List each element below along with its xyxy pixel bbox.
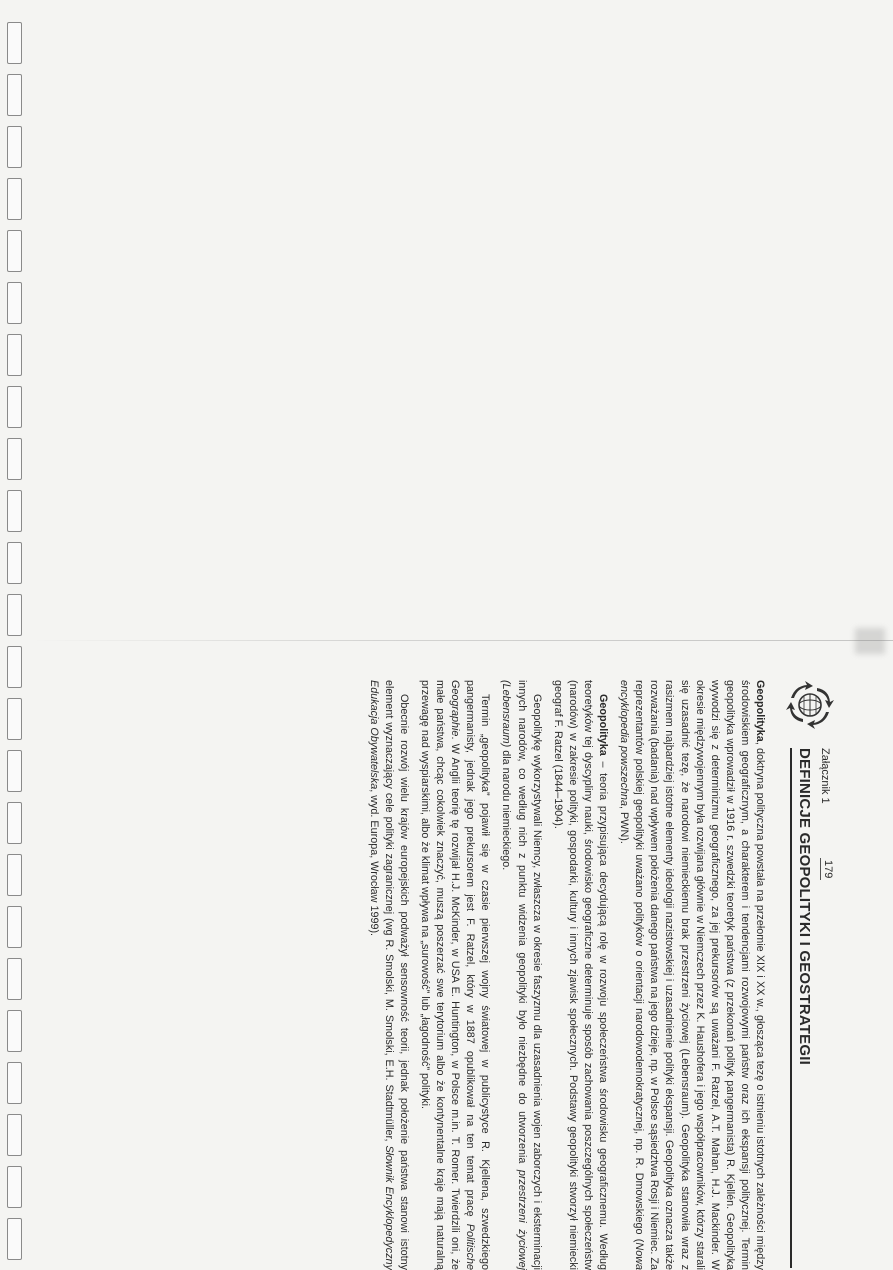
paragraph-2-text: – teoria przypisująca decydującą rolę w rozwoju społeczeństwa środowisku geograficznemu. Według teoretyków tej dyscypliny nauki, środowisko geograficzne determinuje sposób zachowania poszczególnych społeczeństw (narodów) w zakresie polityki, gospodarki, kultury i innych zjawisk społecznych. Podstawy geopolityki stworzył niemiecki geograf F. Ratzel (1844–1904). — [551, 680, 610, 1270]
binder-hole — [7, 698, 22, 740]
binder-hole — [7, 542, 22, 584]
binder-hole — [7, 22, 22, 64]
binder-hole — [7, 802, 22, 844]
document-body — [360, 680, 767, 1270]
binder-hole — [7, 282, 22, 324]
binder-holes-strip — [0, 0, 30, 1264]
binder-hole — [7, 178, 22, 220]
paragraph-3 — [498, 680, 543, 1270]
paragraph-4-tail: . W Anglii teorię tę rozwijał H.J. McKinder, w USA E. Huntington, w Polsce m.in. T. Romer. Twierdzili oni, że małe państwa, chcąc cokolwiek znaczyć, muszą poszerzać swe terytorium albo że kontynentalne kraje mają naturalną przewagę nad wyspiarskimi, albo że klimat wpływa na „surowość” lub „łagodność” polityki. — [419, 680, 462, 1270]
paragraph-5-text: Obecnie rozwój wielu krajów europejskich podważył sensowność teorii, jednak położenie państwa stanowi istotny element wyznaczający cele polityki zagranicznej (wg R. Smolski, M. Smolski, E.H. Stadtmüller, — [382, 680, 410, 1270]
binder-hole — [7, 646, 22, 688]
term-geopolityka-1: Geopolityka — [754, 680, 766, 742]
binder-hole — [7, 230, 22, 272]
page-number: 179 — [822, 860, 834, 879]
term-geopolityka-2: Geopolityka — [597, 694, 610, 756]
binder-hole — [7, 1166, 22, 1208]
binder-hole — [7, 386, 22, 428]
paragraph-5-italic: Słownik Encyklopedyczny Edukacja Obywatelska — [367, 680, 395, 1270]
binder-hole — [7, 1062, 22, 1104]
binder-hole — [7, 1218, 22, 1260]
binder-hole — [7, 1114, 22, 1156]
paragraph-4-italic: Politische Geographie — [449, 680, 477, 1270]
binder-hole — [7, 126, 22, 168]
paragraph-4-text: Termin „geopolityka” pojawił się w czasie pierwszej wojny światowej w publicystyce R. Kjellena, szwedzkiego pangermanisty, jednak jego prekursorem jest F. Ratzel, który w 1887 opublikował na ten temat pracę — [464, 680, 492, 1270]
binder-hole — [7, 906, 22, 948]
paragraph-3-text: Geopolitykę wykorzystywali Niemcy, zwłaszcza w okresie faszyzmu dla uzasadnienia wojen zaborczych i eksterminacji innych narodów, co według nich z punktu widzenia geopolityki było niezbędne do utworzenia — [515, 680, 543, 1270]
binder-hole — [7, 74, 22, 116]
scan-fold-line — [30, 640, 893, 641]
paragraph-1-source-tail: , PWN). — [618, 806, 631, 844]
binder-hole — [7, 854, 22, 896]
page-title: DEFINICJE GEOPOLITYKI I GEOSTRATEGII — [790, 748, 813, 1268]
paragraph-5-tail: , wyd. Europa, Wrocław 1999). — [367, 789, 380, 937]
paragraph-2 — [550, 680, 610, 1270]
paragraph-5 — [366, 680, 411, 1270]
paragraph-3-italic: przestrzeni życiowej (Lebensraum) — [500, 680, 528, 1270]
paragraph-3-tail: dla narodu niemieckiego. — [500, 747, 513, 871]
paragraph-1-text: , doktryna polityczna powstała na przełomie XIX i XX w., głosząca tezę o istnieniu istotnych zależności między środowiskiem geograficznym, a charakterem i tendencjami rozwojowymi państw oraz ich ekspansji politycznej. Termin geopolityka wprowadził w 1916 r. szwedzki teoretyk państwa (z przekonań polityk pangermanista) R. Kjellén. Geopolityka wywodzi się z determinizmu geograficznego, za jej prekursorów są uważani F. Ratzel, A.T. Mahan, H.J. Mackinder. W okresie międzywojennym była rozwijana głównie w Niemczech przez K. Haushofera i jego współpracowników, którzy starali się uzasadnić tezę, że narodowi niemieckiemu brak przestrzeni życiowej (Lebensraum). Geopolityka stanowiła wraz z rasizmem najbardziej istotne elementy ideologii nazistowskiej i uzasadnienie polityki ekspansji. Geopolityka oznacza także rozważania (badania) nad wpływem położenia danego państwa na jego dzieje, np. w Polsce sąsiedztwa Rosji i Niemiec. Za reprezentantów polskiej geopolityki uważano polityków o orientacji narodowodemokratycznej, np. R. Dmowskiego ( — [633, 680, 766, 1270]
paragraph-1-source: Nowa encyklopedia powszechna — [618, 680, 646, 1270]
binder-hole — [7, 594, 22, 636]
binder-hole — [7, 958, 22, 1000]
binder-hole — [7, 750, 22, 792]
paragraph-4 — [417, 680, 492, 1270]
scan-smudge — [855, 628, 885, 654]
paragraph-1 — [616, 680, 767, 1270]
binder-hole — [7, 438, 22, 480]
binder-hole — [7, 490, 22, 532]
binder-hole — [7, 334, 22, 376]
binder-hole — [7, 1010, 22, 1052]
globe-with-arrows-icon — [785, 680, 835, 730]
rotated-document-content — [35, 680, 835, 1270]
appendix-label: Załącznik 1 — [819, 748, 831, 804]
